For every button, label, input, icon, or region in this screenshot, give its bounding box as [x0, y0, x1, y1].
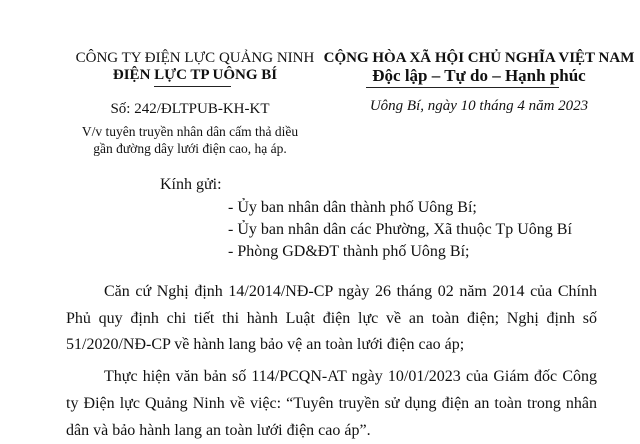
recipient-1: - Ủy ban nhân dân thành phố Uông Bí;: [228, 199, 477, 216]
unit-name: ĐIỆN LỰC TP UÔNG BÍ: [112, 67, 278, 83]
recipient-2: - Ủy ban nhân dân các Phường, Xã thuộc Tp Uông Bí: [228, 221, 572, 238]
unit-underline: [154, 86, 231, 87]
paragraph-2-line-3: dân và bảo hành lang an toàn lưới điện cao áp”.: [66, 422, 371, 439]
national-motto: Độc lập – Tự do – Hạnh phúc: [372, 66, 586, 85]
national-title: CỘNG HÒA XÃ HỘI CHỦ NGHĨA VIỆT NAM: [323, 50, 635, 66]
paragraph-2-line-1: Thực hiện văn bản số 114/PCQN-AT ngày 10/01/2023 của Giám đốc Công: [104, 368, 597, 385]
subject-line-1: V/v tuyên truyền nhân dân cấm thả diều: [81, 124, 299, 139]
place-date: Uông Bí, ngày 10 tháng 4 năm 2023: [369, 98, 589, 114]
paragraph-1-line-3: 51/2020/NĐ-CP về hành lang bảo vệ an toàn lưới điện cao áp;: [66, 336, 465, 353]
recipient-3: - Phòng GD&ĐT thành phố Uông Bí;: [228, 243, 470, 260]
company-name: CÔNG TY ĐIỆN LỰC QUẢNG NINH: [75, 50, 315, 66]
paragraph-2-line-2: ty Điện lực Quảng Ninh về việc: “Tuyên truyền sử dụng điện an toàn trong nhân: [66, 395, 597, 412]
paragraph-1-line-2: Phủ quy định chi tiết thi hành Luật điện lực về an toàn điện; Nghị định số: [66, 310, 597, 327]
subject-line-2: gần đường dây lưới điện cao, hạ áp.: [93, 141, 287, 156]
motto-underline: [366, 87, 559, 88]
addressee-label: Kính gửi:: [160, 176, 222, 193]
paragraph-1-line-1: Căn cứ Nghị định 14/2014/NĐ-CP ngày 26 tháng 02 năm 2014 của Chính: [104, 283, 597, 300]
document-number: Số: 242/ĐLTPUB-KH-KT: [110, 101, 270, 117]
